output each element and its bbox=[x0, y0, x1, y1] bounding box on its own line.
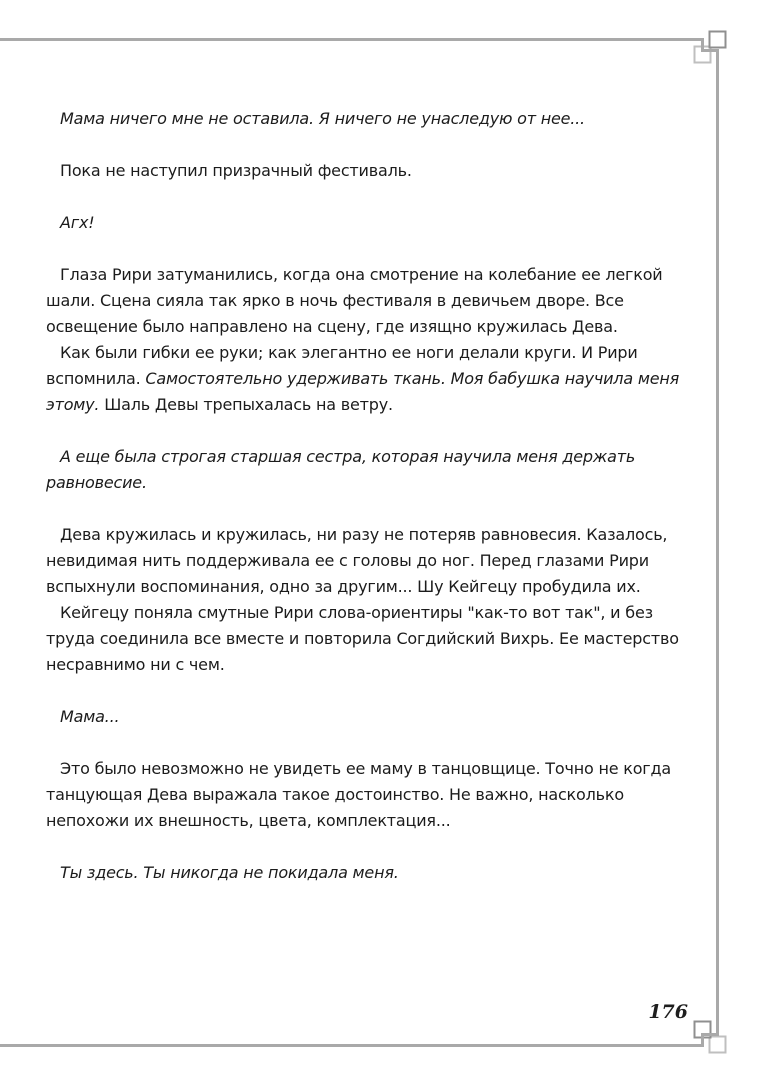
corner-square-icon bbox=[710, 32, 726, 48]
thought-text: Мама... bbox=[60, 707, 120, 726]
narration-text: Пока не наступил призрачный фестиваль. bbox=[60, 161, 412, 180]
text-block bbox=[46, 106, 706, 132]
paragraph bbox=[46, 210, 706, 236]
paragraph bbox=[46, 444, 706, 496]
narration-text: Это было невозможно не увидеть ее маму в танцовщице. Точно не когда танцующая Дева выражала такое достоинство. Не важно, насколько непохожи их внешность, цвета, комплектация... bbox=[46, 759, 671, 830]
text-block bbox=[46, 522, 706, 678]
text-block bbox=[46, 860, 706, 886]
paragraph bbox=[46, 704, 706, 730]
corner-square-icon bbox=[695, 1022, 711, 1038]
page-number: 176 bbox=[648, 1001, 688, 1023]
thought-text: А еще была строгая старшая сестра, которая научила меня держать равновесие. bbox=[46, 447, 636, 492]
narration-text: Кейгецу поняла смутные Рири слова-ориентиры "как-то вот так", и без труда соединила все вместе и повторила Согдийский Вихрь. Ее мастерство несравнимо ни с чем. bbox=[46, 603, 679, 674]
narration-text: Шаль Девы трепыхалась на ветру. bbox=[99, 395, 393, 414]
paragraph bbox=[46, 522, 706, 600]
paragraph bbox=[46, 860, 706, 886]
thought-text: Самостоятельно удерживать ткань. Моя бабушка научила меня этому. bbox=[46, 369, 680, 414]
text-block bbox=[46, 704, 706, 730]
text-block bbox=[46, 444, 706, 496]
text-block bbox=[46, 262, 706, 418]
thought-text: Агх! bbox=[60, 213, 95, 232]
paragraph bbox=[46, 262, 706, 340]
paragraph bbox=[46, 756, 706, 834]
narration-text: Как были гибки ее руки; как элегантно ее ноги делали круги. И Рири вспомнила. bbox=[46, 343, 638, 388]
corner-square-icon bbox=[695, 47, 711, 63]
text-block bbox=[46, 756, 706, 834]
page-text bbox=[46, 106, 706, 886]
paragraph bbox=[46, 158, 706, 184]
narration-text: Дева кружилась и кружилась, ни разу не потеряв равновесия. Казалось, невидимая нить поддерживала ее с головы до ног. Перед глазами Рири вспыхнули воспоминания, одно за другим... Шу Кейгецу пробудила их. bbox=[46, 525, 668, 596]
paragraph bbox=[46, 340, 706, 418]
text-block bbox=[46, 158, 706, 184]
thought-text: Мама ничего мне не оставила. Я ничего не унаследую от нее... bbox=[60, 109, 585, 128]
corner-square-icon bbox=[710, 1037, 726, 1053]
paragraph bbox=[46, 106, 706, 132]
paragraph bbox=[46, 600, 706, 678]
narration-text: Глаза Рири затуманились, когда она смотрение на колебание ее легкой шали. Сцена сияла так ярко в ночь фестиваля в девичьем дворе. Все освещение было направлено на сцену, где изящно кружилась Дева. bbox=[46, 265, 663, 336]
text-block bbox=[46, 210, 706, 236]
thought-text: Ты здесь. Ты никогда не покидала меня. bbox=[60, 863, 399, 882]
